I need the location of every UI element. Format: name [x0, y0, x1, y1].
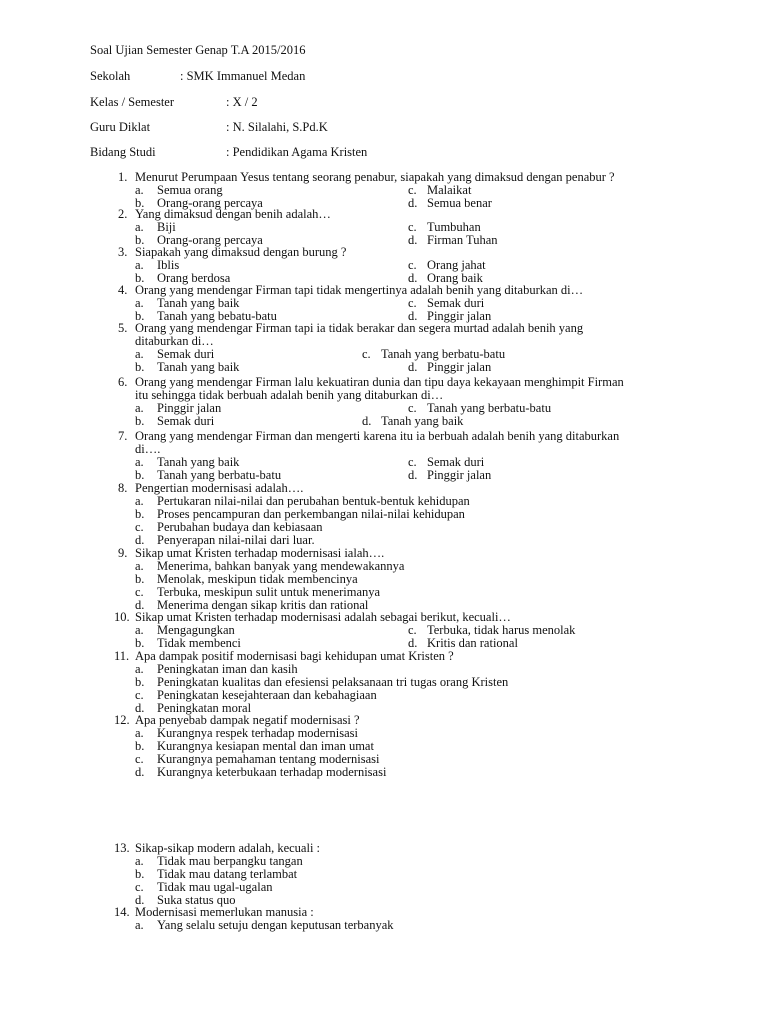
- option-text: Mengagungkan: [157, 623, 235, 638]
- option-text: Orang-orang percaya: [157, 196, 263, 211]
- option-text: Terbuka, meskipun sulit untuk menerimanya: [157, 585, 381, 600]
- option-letter: d.: [408, 360, 418, 375]
- option-text: Kurangnya keterbukaan terhadap modernisasi: [157, 765, 387, 780]
- option-letter: c.: [408, 401, 417, 416]
- option-letter: b.: [135, 468, 145, 483]
- option-text: Orang jahat: [427, 258, 486, 273]
- question-number: 14.: [114, 905, 130, 919]
- option-letter: c.: [408, 623, 417, 638]
- option-letter: a.: [135, 494, 144, 509]
- header-label: Guru Diklat: [90, 120, 151, 134]
- option-letter: b.: [135, 414, 145, 429]
- option-text: Perubahan budaya dan kebiasaan: [157, 520, 323, 535]
- option-letter: d.: [135, 533, 145, 548]
- option-text: Suka status quo: [157, 893, 236, 908]
- question-text: Apa penyebab dampak negatif modernisasi ?: [135, 713, 360, 727]
- option-text: Orang berdosa: [157, 271, 231, 286]
- option-letter: b.: [135, 572, 145, 587]
- option-letter: c.: [135, 520, 144, 535]
- question-number: 7.: [118, 429, 128, 443]
- question-number: 5.: [118, 321, 128, 335]
- option-text: Pinggir jalan: [427, 360, 492, 375]
- question-text: di….: [135, 442, 161, 457]
- question-number: 10.: [114, 610, 130, 624]
- question-number: 3.: [118, 245, 128, 259]
- option-letter: b.: [135, 233, 145, 248]
- question-number: 2.: [118, 207, 128, 221]
- option-text: Tumbuhan: [427, 220, 481, 235]
- option-text: Malaikat: [427, 183, 472, 198]
- option-text: Pinggir jalan: [427, 309, 492, 324]
- option-text: Tanah yang bebatu-batu: [157, 309, 277, 324]
- option-text: Peningkatan iman dan kasih: [157, 662, 298, 677]
- question-number: 8.: [118, 481, 128, 495]
- option-letter: d.: [408, 468, 418, 483]
- option-letter: a.: [135, 662, 144, 677]
- question-number: 11.: [114, 649, 130, 663]
- exam-title: Soal Ujian Semester Genap T.A 2015/2016: [90, 43, 306, 57]
- option-letter: b.: [135, 507, 145, 522]
- option-text: Pinggir jalan: [157, 401, 222, 416]
- option-letter: a.: [135, 918, 144, 933]
- option-text: Tidak membenci: [157, 636, 241, 651]
- option-letter: d.: [362, 414, 372, 429]
- question-number: 1.: [118, 170, 128, 184]
- option-letter: b.: [135, 867, 145, 882]
- option-letter: a.: [135, 258, 144, 273]
- option-text: Menolak, meskipun tidak membencinya: [157, 572, 358, 587]
- option-letter: b.: [135, 271, 145, 286]
- option-text: Menerima, bahkan banyak yang mendewakannya: [157, 559, 405, 574]
- question-text: Modernisasi memerlukan manusia :: [135, 905, 314, 919]
- option-letter: a.: [135, 183, 144, 198]
- question-text: Menurut Perumpaan Yesus tentang seorang penabur, siapakah yang dimaksud dengan penabur ?: [135, 170, 615, 184]
- question-text: Sikap-sikap modern adalah, kecuali :: [135, 841, 321, 855]
- question-text: Orang yang mendengar Firman tapi ia tidak berakar dan segera murtad adalah benih yang: [135, 321, 584, 335]
- option-text: Tidak mau berpangku tangan: [157, 854, 303, 869]
- option-text: Semua orang: [157, 183, 223, 198]
- option-letter: a.: [135, 220, 144, 235]
- option-text: Firman Tuhan: [427, 233, 498, 248]
- question-text: Apa dampak positif modernisasi bagi kehidupan umat Kristen ?: [135, 649, 454, 663]
- option-text: Menerima dengan sikap kritis dan rational: [157, 598, 369, 613]
- option-letter: c.: [135, 688, 144, 703]
- option-letter: c.: [408, 258, 417, 273]
- option-letter: c.: [135, 585, 144, 600]
- option-text: Pinggir jalan: [427, 468, 492, 483]
- question-number: 12.: [114, 713, 130, 727]
- question-number: 4.: [118, 283, 128, 297]
- option-text: Tanah yang baik: [157, 296, 240, 311]
- question-text: Pengertian modernisasi adalah….: [135, 481, 304, 495]
- option-text: Tanah yang berbatu-batu: [427, 401, 552, 416]
- option-letter: d.: [408, 636, 418, 651]
- option-text: Peningkatan moral: [157, 701, 252, 716]
- option-letter: d.: [135, 893, 145, 908]
- question-text: ditaburkan di…: [135, 334, 214, 349]
- header-value: : X / 2: [226, 95, 258, 109]
- option-letter: a.: [135, 347, 144, 362]
- option-text: Kurangnya kesiapan mental dan iman umat: [157, 739, 374, 754]
- option-text: Semua benar: [427, 196, 492, 211]
- option-letter: d.: [135, 701, 145, 716]
- option-letter: d.: [408, 271, 418, 286]
- header-label: Kelas / Semester: [90, 95, 175, 109]
- option-text: Orang baik: [427, 271, 483, 286]
- option-text: Yang selalu setuju dengan keputusan terbanyak: [157, 918, 394, 933]
- question-number: 6.: [118, 375, 128, 389]
- option-letter: d.: [135, 598, 145, 613]
- option-letter: b.: [135, 636, 145, 651]
- question-text: Yang dimaksud dengan benih adalah…: [135, 207, 331, 221]
- option-letter: b.: [135, 196, 145, 211]
- option-text: Tanah yang baik: [381, 414, 464, 429]
- question-text: Sikap umat Kristen terhadap modernisasi ialah….: [135, 546, 385, 560]
- option-letter: c.: [408, 220, 417, 235]
- option-letter: d.: [135, 765, 145, 780]
- option-text: Peningkatan kualitas dan efesiensi pelaksanaan tri tugas orang Kristen: [157, 675, 509, 690]
- option-letter: a.: [135, 726, 144, 741]
- option-letter: a.: [135, 296, 144, 311]
- option-letter: c.: [135, 752, 144, 767]
- option-letter: a.: [135, 401, 144, 416]
- option-text: Tidak mau ugal-ugalan: [157, 880, 273, 895]
- header-value: : Pendidikan Agama Kristen: [226, 145, 368, 159]
- option-text: Semak duri: [427, 455, 485, 470]
- header-value: : N. Silalahi, S.Pd.K: [226, 120, 328, 134]
- option-text: Orang-orang percaya: [157, 233, 263, 248]
- option-letter: b.: [135, 360, 145, 375]
- option-text: Semak duri: [427, 296, 485, 311]
- option-text: Kurangnya pemahaman tentang modernisasi: [157, 752, 380, 767]
- option-text: Semak duri: [157, 347, 215, 362]
- question-text: itu sehingga tidak berbuah adalah benih yang ditaburkan di…: [135, 388, 444, 403]
- question-text: Orang yang mendengar Firman lalu kekuatiran dunia dan tipu daya kekayaan menghimpit Firman: [135, 375, 624, 389]
- question-number: 9.: [118, 546, 128, 560]
- option-text: Terbuka, tidak harus menolak: [427, 623, 576, 638]
- option-letter: c.: [408, 455, 417, 470]
- option-letter: d.: [408, 233, 418, 248]
- question-text: Siapakah yang dimaksud dengan burung ?: [135, 245, 347, 259]
- option-text: Semak duri: [157, 414, 215, 429]
- option-letter: a.: [135, 854, 144, 869]
- option-text: Penyerapan nilai-nilai dari luar.: [157, 533, 315, 548]
- option-text: Tidak mau datang terlambat: [157, 867, 298, 882]
- option-letter: b.: [135, 309, 145, 324]
- option-text: Tanah yang baik: [157, 360, 240, 375]
- option-text: Tanah yang berbatu-batu: [157, 468, 282, 483]
- header-label: Sekolah: [90, 69, 131, 83]
- option-text: Peningkatan kesejahteraan dan kebahagiaan: [157, 688, 377, 703]
- option-letter: c.: [408, 296, 417, 311]
- option-letter: a.: [135, 559, 144, 574]
- option-text: Iblis: [157, 258, 180, 273]
- option-text: Biji: [157, 220, 176, 235]
- option-letter: c.: [362, 347, 371, 362]
- option-letter: a.: [135, 623, 144, 638]
- option-letter: c.: [135, 880, 144, 895]
- option-text: Tanah yang berbatu-batu: [381, 347, 506, 362]
- question-text: Sikap umat Kristen terhadap modernisasi adalah sebagai berikut, kecuali…: [135, 610, 511, 624]
- header-label: Bidang Studi: [90, 145, 156, 159]
- question-text: Orang yang mendengar Firman tapi tidak mengertinya adalah benih yang ditaburkan di…: [135, 283, 584, 297]
- option-text: Kurangnya respek terhadap modernisasi: [157, 726, 358, 741]
- header-value: : SMK Immanuel Medan: [180, 69, 306, 83]
- option-text: Tanah yang baik: [157, 455, 240, 470]
- option-text: Proses pencampuran dan perkembangan nilai-nilai kehidupan: [157, 507, 465, 522]
- option-letter: b.: [135, 739, 145, 754]
- question-text: Orang yang mendengar Firman dan mengerti karena itu ia berbuah adalah benih yang ditaburkan: [135, 429, 620, 443]
- option-text: Pertukaran nilai-nilai dan perubahan bentuk-bentuk kehidupan: [157, 494, 470, 509]
- question-number: 13.: [114, 841, 130, 855]
- option-letter: a.: [135, 455, 144, 470]
- option-letter: b.: [135, 675, 145, 690]
- option-letter: c.: [408, 183, 417, 198]
- option-text: Kritis dan rational: [427, 636, 518, 651]
- option-letter: d.: [408, 196, 418, 211]
- option-letter: d.: [408, 309, 418, 324]
